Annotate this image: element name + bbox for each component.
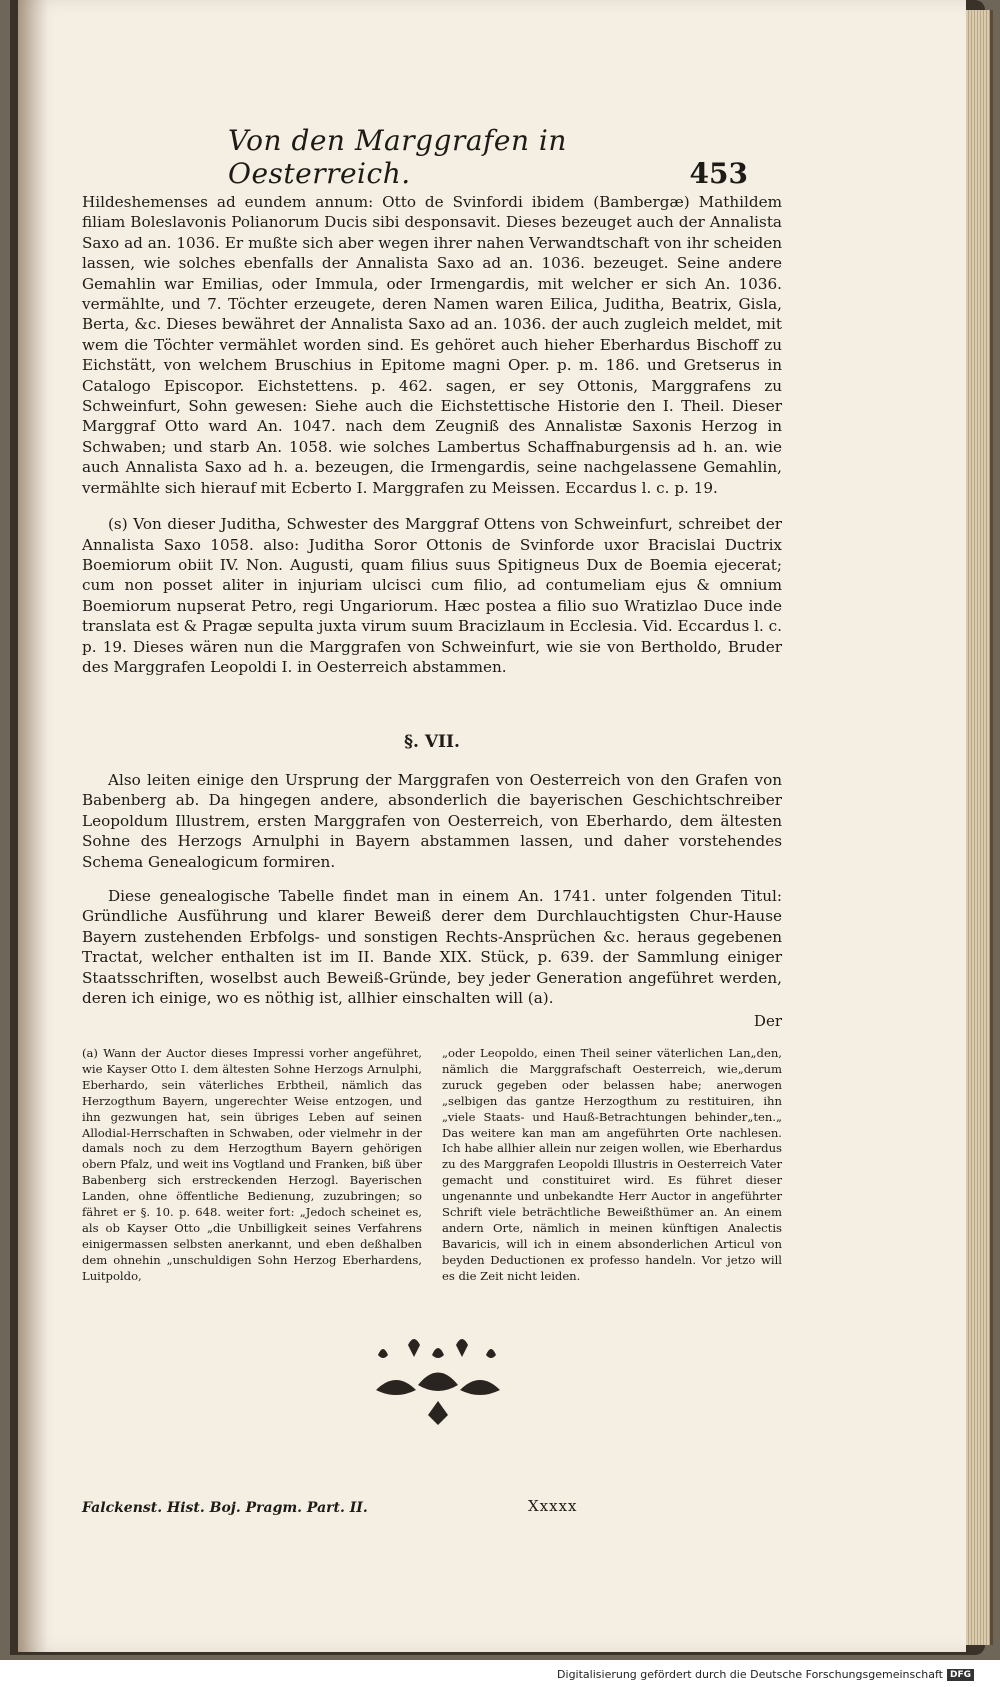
body-text-top xyxy=(82,192,782,677)
paragraph-note-s: (s) Von dieser Juditha, Schwester des Marggraf Ottens von Schweinfurt, schreibet der Annalista Saxo 1058. also: Juditha Soror Ottonis de Svinforde uxor Bracislai Ductrix Boemiorum obiit IV. Non. Augusti, quam filius suus Spitigneus Dux de Boemia ejecerat; cum non posset aliter in injuriam ulcisci cum filio, ad contumeliam ejus & omnium Boemiorum nupserat Petro, regi Ungariorum. Hæc postea a filio suo Wratizlao Duce inde translata est & Pragæ sepulta juxta virum suum Bracizlaum in Ecclesia. Vid. Eccardus l. c. p. 19. Dieses wären nun die Marggrafen von Schweinfurt, wie sie von Bertholdo, Bruder des Marggrafen Leopoldi I. in Oesterreich abstammen. xyxy=(82,515,782,676)
catchword: Der xyxy=(753,1012,782,1030)
footer-source: Falckenst. Hist. Boj. Pragm. Part. II. xyxy=(82,1500,368,1516)
book-page xyxy=(18,0,966,1652)
page-header xyxy=(228,124,748,190)
footnote-a-part1: (a) Wann der Auctor dieses Impressi vorher angeführet, wie Kayser Otto I. dem ältesten Sohne Herzogs Arnulphi, Eberhardo, sein väterliches Erbtheil, nämlich das Herzogthum Bayern, ungerechter Weise entzogen, und ihn gezwungen hat, sein übriges Leben auf seinen Allodial-Herrschaften in Schwaben, oder vielmehr in der damals noch zu dem Herzogthum Bayern gehörigen obern Pfalz, und weit ins Vogtland und Franken, biß über Babenberg sich erstreckenden Herzogl. Bayerischen Landen, ohne öffentliche Bedienung, zuzubringen; so fähret er §. 10. p. 648. weiter fort: „Jedoch scheinet es, als ob Kayser Otto „die Unbilligkeit seines Verfahrens einigermassen selbsten anerkannt, und eben deßhalben dem ohnehin „unschuldigen Sohn Herzog Eberhardens, Luitpoldo, xyxy=(82,1046,422,1283)
signature-mark: Xxxxx xyxy=(528,1497,578,1515)
body-text-section xyxy=(82,770,782,1008)
footnote-right-column xyxy=(442,1046,782,1285)
fleuron-ornament xyxy=(368,1335,508,1430)
footnote-left-column xyxy=(82,1046,422,1285)
section-heading: §. VII. xyxy=(404,732,460,752)
paragraph-ursprung: Also leiten einige den Ursprung der Marggrafen von Oesterreich von den Grafen von Babenberg ab. Da hingegen andere, absonderlich die bayerischen Geschichtschreiber Leopoldum Illustrem, ersten Marggrafen von Oesterreich, von Eberhardo, dem ältesten Sohne des Herzogs Arnulphi in Bayern abstammen lassen, und daher vorstehendes Schema Genealogicum formiren. xyxy=(82,771,782,871)
credit-text: Digitalisierung gefördert durch die Deutsche Forschungsgemeinschaft xyxy=(557,1668,943,1681)
page-number: 453 xyxy=(689,157,748,190)
running-title: Von den Marggrafen in Oesterreich. xyxy=(228,124,567,190)
digitization-credit xyxy=(557,1668,974,1681)
dfg-logo: DFG xyxy=(947,1669,974,1681)
gutter-shadow xyxy=(18,0,48,1652)
footnote-a-part2: „oder Leopoldo, einen Theil seiner väterlichen Lan„den, nämlich die Marggrafschaft Oesterreich, wie„derum zuruck gegeben oder belassen habe; anerwogen „selbigen das gantze Herzogthum zu restituiren, ihn „viele Staats- und Hauß-Betrachtungen behinder„ten.„ Das weitere kan man am angeführten Orte nachlesen. Ich habe allhier allein nur zeigen wollen, wie Eberhardus zu des Marggrafen Leopoldi Illustris in Oesterreich Vater gemacht und constituiret wird. Es führet dieser ungenannte und unbekandte Herr Auctor in angeführter Schrift viele beträchtliche Beweißthümer an. An einem andern Orte, nämlich in meinen künftigen Analectis Bavaricis, will ich in einem absonderlichen Articul von beyden Deductionen ex professo handeln. Vor jetzo will es die Zeit nicht leiden. xyxy=(442,1046,782,1283)
paragraph-hildeshemenses: Hildeshemenses ad eundem annum: Otto de Svinfordi ibidem (Bambergæ) Mathildem filiam Boleslavonis Polianorum Ducis sibi desponsavit. Dieses bezeuget auch der Annalista Saxo ad an. 1036. Er mußte sich aber wegen ihrer nahen Verwandtschaft von ihr scheiden lassen, wie solches ebenfalls der Annalista Saxo ad an. 1036. bezeuget. Seine andere Gemahlin war Emilias, oder Immula, oder Irmengardis, mit welcher er sich An. 1036. vermählte, und 7. Töchter erzeugete, deren Namen waren Eilica, Juditha, Beatrix, Gisla, Berta, &c. Dieses bewähret der Annalista Saxo ad an. 1036. der auch zugleich meldet, mit wem die Töchter vermählet worden sind. Es gehöret auch hieher Eberhardus Bischoff zu Eichstätt, von welchem Bruschius in Epitome magni Oper. p. m. 186. und Gretserus in Catalogo Episcopor. Eichstettens. p. 462. sagen, er sey Ottonis, Marggrafens zu Schweinfurt, Sohn gewesen: Siehe auch die Eichstettische Historie den I. Theil. Dieser Marggraf Otto ward An. 1047. nach dem Zeugniß des Annalistæ Saxonis Herzog in Schwaben; und starb An. 1058. wie solches Lambertus Schaffnaburgensis ad h. an. wie auch Annalista Saxo ad h. a. bezeugen, die Irmengardis, seine nachgelassene Gemahlin, vermählte sich hierauf mit Ecberto I. Marggrafen zu Meissen. Eccardus l. c. p. 19. xyxy=(82,193,782,497)
paragraph-tabelle: Diese genealogische Tabelle findet man in einem An. 1741. unter folgenden Titul: Gründliche Ausführung und klarer Beweiß derer dem Durchlauchtigsten Chur-Hause Bayern zustehenden Erbfolgs- und sonstigen Rechts-Ansprüchen &c. heraus gegebenen Tractat, welcher enthalten ist im II. Bande XIX. Stück, p. 639. der Sammlung einiger Staatsschriften, woselbst auch Beweiß-Gründe, bey jeder Generation angeführet werden, deren ich einige, wo es nöthig ist, allhier einschalten will (a). xyxy=(82,887,782,1008)
